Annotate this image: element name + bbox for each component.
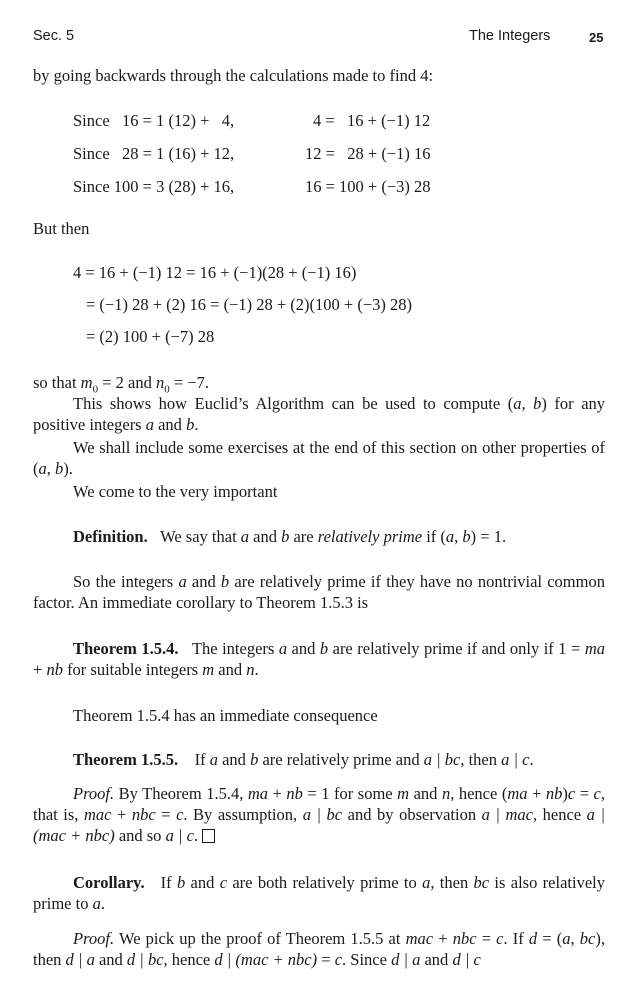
- equation-line: 4 = 16 + (−1) 12 = 16 + (−1)(28 + (−1) 16): [73, 263, 357, 282]
- so-that-line: so that $m_0 = 2$ and $n_0 = -7$.: [33, 373, 209, 396]
- definition-block: Definition. We say that a and b are relatively prime if (a, b) = 1.: [73, 527, 507, 546]
- since-row-left: Since 16 = 1 (12) + 4,: [73, 111, 235, 130]
- section-header: Sec. 5: [33, 28, 75, 44]
- theorem-1-5-5: Theorem 1.5.5. If a and b are relatively prime and a | bc, then a | c.: [73, 750, 534, 769]
- theorem-label: Theorem 1.5.4.: [73, 639, 179, 658]
- exercises-paragraph: We shall include some exercises at the end of this section on other properties of (a, b).: [33, 438, 605, 478]
- defined-term: relatively prime: [317, 527, 423, 546]
- intro-text: by going backwards through the calculations made to find 4:: [33, 66, 434, 85]
- since-row-left: Since 100 = 3 (28) + 16,: [73, 177, 235, 196]
- proof-label: Proof.: [73, 929, 115, 948]
- proof-1-5-5: Proof. By Theorem 1.5.4, ma + nb = 1 for some m and n, hence (ma + nb)c = c, that is, mac + nbc = c. By assumption, a | bc and by observation a | mac, hence a | (mac + nbc) and so a | c.: [33, 784, 605, 845]
- page-number: 25: [589, 30, 604, 45]
- definition-label: Definition.: [73, 527, 148, 546]
- proof-label: Proof.: [73, 784, 115, 803]
- consequence-text: Theorem 1.5.4 has an immediate consequence: [73, 706, 378, 725]
- come-to-text: We come to the very important: [73, 482, 278, 501]
- theorem-1-5-4: Theorem 1.5.4. The integers a and b are relatively prime if and only if 1 = ma + nb for suitable integers m and n.: [33, 639, 605, 679]
- chapter-title: The Integers: [469, 28, 551, 44]
- since-row-right: 12 = 28 + (−1) 16: [305, 144, 431, 163]
- since-row-left: Since 28 = 1 (16) + 12,: [73, 144, 235, 163]
- qed-box-icon: [202, 829, 215, 843]
- relatively-prime-paragraph: So the integers a and b are relatively prime if they have no nontrivial common factor. An immediate corollary to Theorem 1.5.3 is: [33, 572, 605, 612]
- corollary-label: Corollary.: [73, 873, 145, 892]
- equation-line: = (−1) 28 + (2) 16 = (−1) 28 + (2)(100 + (−3) 28): [86, 295, 413, 314]
- proof-corollary: Proof. We pick up the proof of Theorem 1.5.5 at mac + nbc = c. If d = (a, bc), then d | a and d | bc, hence d | (mac + nbc) = c. Since d | a and d | c: [33, 929, 605, 969]
- equation-line: = (2) 100 + (−7) 28: [86, 327, 215, 346]
- since-row-right: 16 = 100 + (−3) 28: [305, 177, 431, 196]
- corollary: Corollary. If b and c are both relatively prime to a, then bc is also relatively prime to a.: [33, 873, 605, 913]
- euclid-paragraph: This shows how Euclid’s Algorithm can be used to compute (a, b) for any positive integers a and b.: [33, 394, 606, 434]
- but-then-text: But then: [33, 219, 90, 238]
- theorem-label: Theorem 1.5.5.: [73, 750, 179, 769]
- since-row-right: 4 = 16 + (−1) 12: [313, 111, 431, 130]
